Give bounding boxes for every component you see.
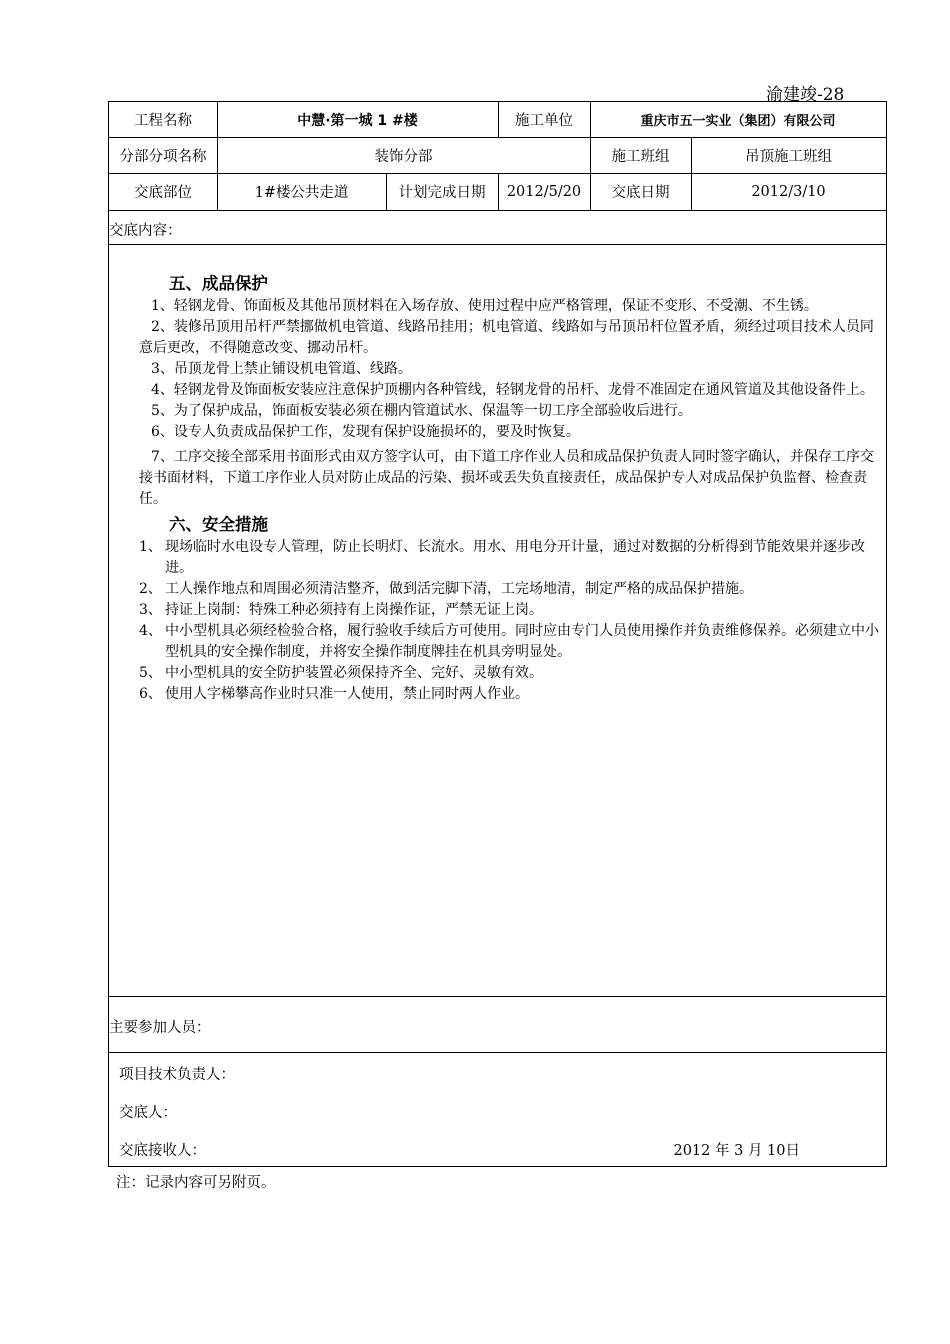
section-5-item: 6、设专人负责成品保护工作，发现有保护设施损坏的，要及时恢复。	[151, 424, 580, 440]
plan-date-label: 计划完成日期	[398, 185, 486, 201]
content-label: 交底内容：	[109, 223, 182, 239]
brief-date-value: 2012/3/10	[751, 183, 826, 200]
project-name-value: 中慧·第一城 1 #楼	[297, 112, 418, 129]
brief-date-label: 交底日期	[611, 185, 670, 201]
project-name-label: 工程名称	[134, 113, 192, 129]
section-6-item: 3、 持证上岗制：特殊工种必须持有上岗操作证，严禁无证上岗。	[139, 602, 543, 618]
subdivision-value: 装饰分部	[374, 148, 433, 165]
section-5-item: 7、工序交接全部采用书面形式由双方签字认可，由下道工序作业人员和成品保护负责人同时签字确认，并保存工序交接书面材料，下道工序作业人员对防止成品的污染、损坏或丢失负直接责任，成品保护专人对成品保护负监督、检查责任。	[139, 449, 874, 507]
section-6-item: 2、 工人操作地点和周围必须清洁整齐，做到活完脚下清，工完场地清，制定严格的成品保护措施。	[139, 581, 753, 597]
section-5-item: 2、装修吊顶用吊杆严禁挪做机电管道、线路吊挂用；机电管道、线路如与吊顶吊杆位置矛盾，须经过项目技术人员同意后更改，不得随意改变、挪动吊杆。	[139, 319, 874, 356]
section-5-title: 五、成品保护	[169, 274, 268, 293]
contractor-label: 施工单位	[515, 113, 573, 129]
briefer-label: 交底人：	[119, 1105, 177, 1121]
section-6-item: 6、 使用人字梯攀高作业时只准一人使用，禁止同时两人作业。	[139, 686, 529, 702]
receiver-label: 交底接收人：	[119, 1143, 206, 1159]
section-6-item: 5、 中小型机具的安全防护装置必须保持齐全、完好、灵敏有效。	[139, 665, 543, 681]
signature-date: 2012 年 3 月 10日	[673, 1143, 800, 1159]
location-value: 1#楼公共走道	[254, 185, 349, 201]
document-number: 渝建竣-28	[766, 85, 845, 105]
section-5-item: 1、轻钢龙骨、饰面板及其他吊顶材料在入场存放、使用过程中应严格管理，保证不变形、不受潮、不生锈。	[151, 298, 818, 314]
section-5-item: 4、轻钢龙骨及饰面板安装应注意保护顶棚内各种管线，轻钢龙骨的吊杆、龙骨不准固定在通风管道及其他设备件上。	[151, 382, 874, 398]
section-5-item: 3、吊顶龙骨上禁止铺设机电管道、线路。	[151, 361, 412, 377]
briefing-form	[108, 101, 887, 1167]
tech-lead-label: 项目技术负责人：	[119, 1067, 235, 1083]
plan-date-value: 2012/5/20	[506, 183, 582, 200]
team-value: 吊顶施工班组	[745, 148, 832, 165]
section-5-item: 5、为了保护成品，饰面板安装必须在棚内管道试水、保温等一切工序全部验收后进行。	[151, 403, 692, 419]
briefing-content	[139, 272, 887, 705]
section-6-title: 六、安全措施	[169, 515, 268, 534]
location-label: 交底部位	[134, 185, 192, 201]
section-6-item: 1、 现场临时水电设专人管理，防止长明灯、长流水。用水、用电分开计量，通过对数据的分析得到节能效果并逐步改进。	[139, 539, 865, 576]
section-6-item: 4、 中小型机具必须经检验合格，履行验收手续后方可使用。同时应由专门人员使用操作并负责维修保养。必须建立中小型机具的安全操作制度，并将安全操作制度牌挂在机具旁明显处。	[139, 623, 879, 660]
participants-label: 主要参加人员：	[109, 1020, 211, 1036]
footnote: 注：记录内容可另附页。	[116, 1175, 276, 1191]
team-label: 施工班组	[611, 148, 670, 165]
contractor-value: 重庆市五一实业（集团）有限公司	[640, 114, 836, 129]
subdivision-label: 分部分项名称	[119, 148, 207, 165]
